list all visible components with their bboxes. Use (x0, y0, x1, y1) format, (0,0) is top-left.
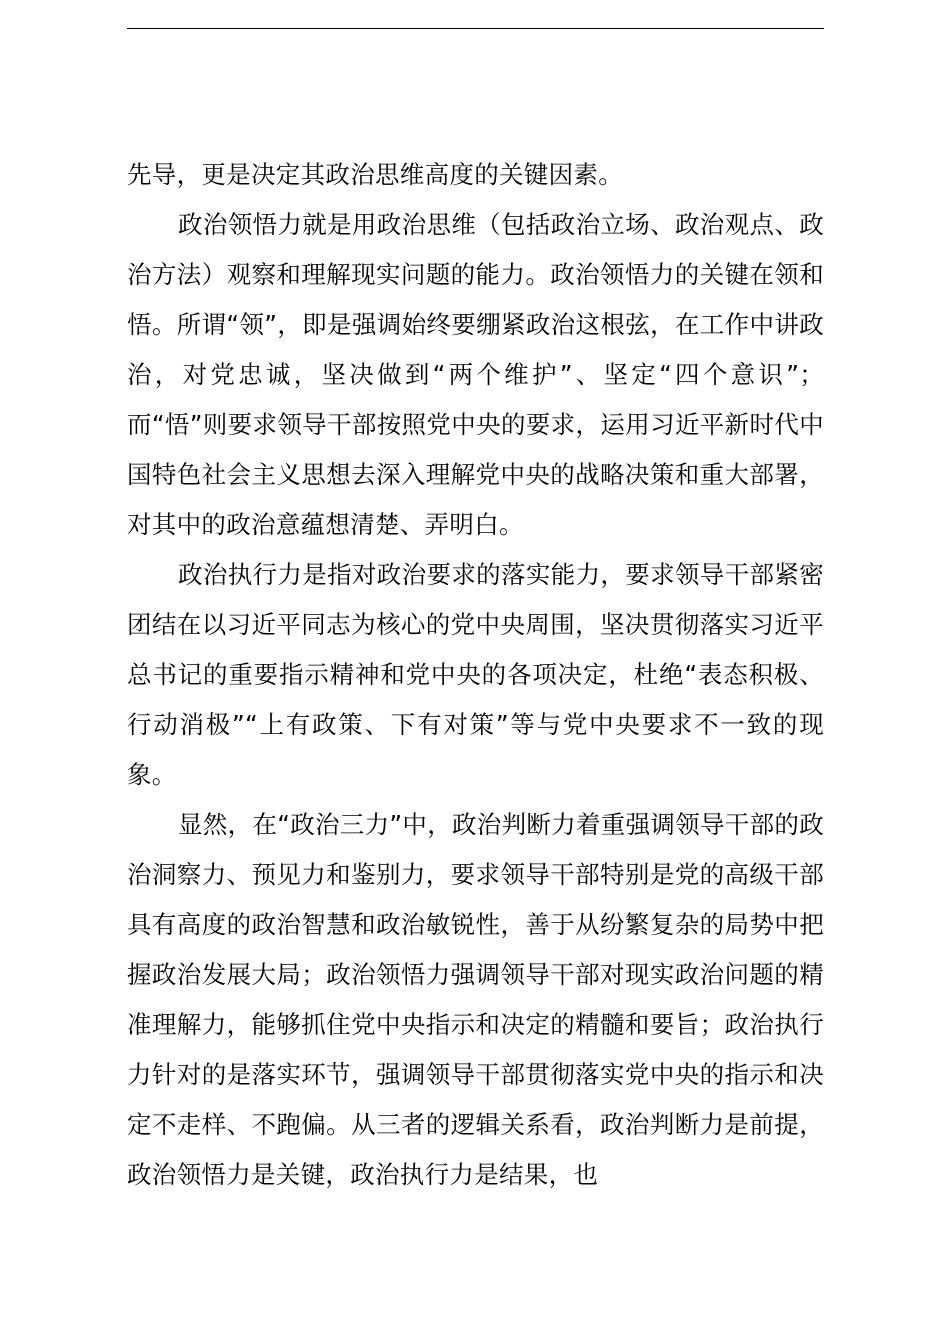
paragraph-three-capabilities: 显然，在“政治三力”中，政治判断力着重强调领导干部的政治洞察力、预见力和鉴别力，要求领导干部特别是党的高级干部具有高度的政治智慧和政治敏锐性，善于从纷繁复杂的局势中把握政治发展大局；政治领悟力强调领导干部对现实政治问题的精准理解力，能够抓住党中央指示和决定的精髓和要旨；政治执行力针对的是落实环节，强调领导干部贯彻落实党中央的指示和决定不走样、不跑偏。从三者的逻辑关系看，政治判断力是前提，政治领悟力是关键，政治执行力是结果，也 (127, 810, 824, 1189)
document-body (127, 150, 824, 1200)
paragraph-continuation: 先导，更是决定其政治思维高度的关键因素。 (127, 160, 623, 189)
paragraph-political-comprehension: 政治领悟力就是用政治思维（包括政治立场、政治观点、政治方法）观察和理解现实问题的能力。政治领悟力的关键在领和悟。所谓“领”，即是强调始终要绷紧政治这根弦，在工作中讲政治，对党忠诚，坚决做到“两个维护”、坚定“四个意识”；而“悟”则要求领导干部按照党中央的要求，运用习近平新时代中国特色社会主义思想去深入理解党中央的战略决策和重大部署，对其中的政治意蕴想清楚、弄明白。 (127, 210, 824, 539)
paragraph-political-execution: 政治执行力是指对政治要求的落实能力，要求领导干部紧密团结在以习近平同志为核心的党中央周围，坚决贯彻落实习近平总书记的重要指示精神和党中央的各项决定，杜绝“表态积极、行动消极”“上有政策、下有对策”等与党中央要求不一致的现象。 (127, 560, 824, 789)
header-rule (127, 28, 824, 29)
